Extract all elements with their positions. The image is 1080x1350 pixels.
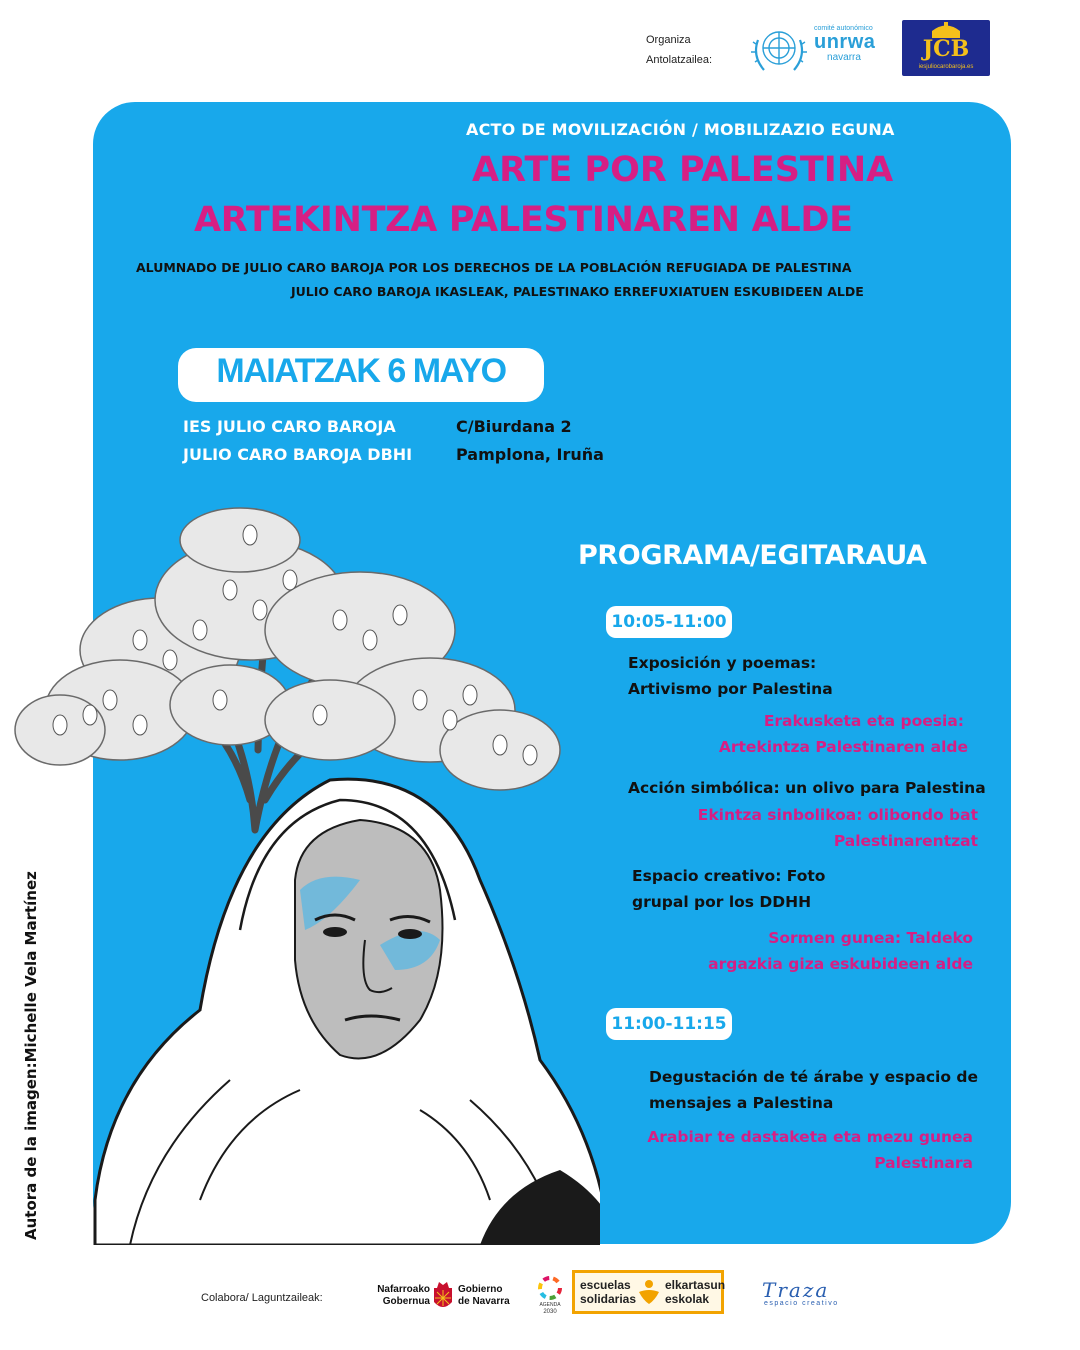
slot1-item3-eu [633,925,973,977]
event-subtitle-eu: JULIO CARO BAROJA IKASLEAK, PALESTINAKO ERREFUXIATUEN ESKUBIDEEN ALDE [291,284,864,299]
un-emblem-icon [748,22,810,80]
event-title-eu: ARTEKINTZA PALESTINAREN ALDE [194,200,853,240]
unrwa-small-text: comité autonómico [814,25,873,32]
slot1-item3-es [632,863,825,915]
slot1-item1-es [628,650,833,702]
navarra-right-1: Gobierno [458,1284,503,1295]
address-city: Pamplona, Iruña [456,445,604,464]
venue-eu: JULIO CARO BAROJA DBHI [183,445,413,464]
slot1-item1-es-line2: Artivismo por Palestina [628,680,833,698]
time-slot-2: 11:00-11:15 [606,1008,732,1040]
slot2-item1-eu-line1: Arabiar te dastaketa eta mezu gunea [647,1128,973,1146]
sdg-line1: AGENDA [539,1302,561,1308]
escuelas-es-1: escuelas [580,1278,631,1292]
escuelas-eu-1: elkartasun [665,1278,726,1292]
people-hands-icon [637,1278,661,1306]
slot2-item1-eu-line2: Palestinara [874,1154,973,1172]
sdg-wheel-icon [535,1275,565,1315]
traza-subtitle: espacio creativo [764,1300,839,1307]
image-credit: Autora de la imagen:Michelle Vela Martínez [22,871,40,1240]
navarra-left-1: Nafarroako [377,1284,430,1295]
event-pre-title: ACTO DE MOVILIZACIÓN / MOBILIZAZIO EGUNA [466,120,895,139]
jcb-url: iesjuliocarobaroja.es [918,64,974,70]
slot1-item1-eu-line1: Erakusketa eta poesia: [763,712,964,730]
program-heading: PROGRAMA/EGITARAUA [578,540,927,571]
address-street: C/Biurdana 2 [456,417,572,436]
venue-es: IES JULIO CARO BAROJA [183,417,396,436]
slot1-item3-es-line1: Espacio creativo: Foto [632,867,826,885]
slot1-item2-eu-line1: Ekintza sinbolikoa: olibondo bat [697,806,978,824]
sdg-line2: 2030 [543,1309,557,1315]
time-slot-1: 10:05-11:00 [606,606,732,638]
woman-portrait-icon [95,779,600,1245]
olive-tree-icon [15,508,560,830]
slot2-item1-eu [633,1124,973,1176]
slot2-item1-es-line2: mensajes a Palestina [649,1094,834,1112]
jcb-name: JCB [922,36,970,62]
slot2-item1-es-line1: Degustación de té árabe y espacio de [649,1068,979,1086]
unrwa-name: unrwa [814,31,876,53]
navarra-right-2: de Navarra [458,1296,510,1307]
gobierno-navarra-logo [372,1280,514,1314]
antolatzailea-text: Antolatzailea: [646,54,713,66]
event-date: MAIATZAK 6 MAYO [216,352,506,390]
organiza-text: Organiza [646,34,691,46]
slot2-item1-es [649,1064,978,1116]
escuelas-eu-2: eskolak [665,1292,710,1306]
slot1-item1-eu [648,708,968,760]
olive-tree-portrait-illustration [0,500,600,1245]
escuelas-es-2: solidarias [580,1292,637,1306]
slot1-item1-es-line1: Exposición y poemas: [628,654,817,672]
organizer-label [646,30,712,70]
slot1-item3-eu-line2: argazkia giza eskubideen alde [708,955,973,973]
escuelas-solidarias-logo [572,1270,724,1314]
unrwa-logo [814,25,884,63]
slot1-item2-eu-line2: Palestinarentzat [833,832,978,850]
navarra-left-2: Gobernua [382,1296,430,1307]
slot1-item3-es-line2: grupal por los DDHH [632,893,812,911]
slot1-item2-es: Acción simbólica: un olivo para Palestina [628,779,986,797]
slot1-item1-eu-line2: Artekintza Palestinaren alde [718,738,968,756]
event-subtitle-es: ALUMNADO DE JULIO CARO BAROJA POR LOS DERECHOS DE LA POBLACIÓN REFUGIADA DE PALESTINA [136,260,852,275]
slot1-item3-eu-line1: Sormen gunea: Taldeko [768,929,973,947]
collaborators-label: Colabora/ Laguntzaileak: [201,1292,323,1304]
unrwa-region: navarra [827,52,861,63]
slot1-item2-eu [658,802,978,854]
navarra-shield-icon [432,1280,454,1314]
event-title-es: ARTE POR PALESTINA [472,150,894,190]
traza-logo: Traza [762,1278,830,1302]
